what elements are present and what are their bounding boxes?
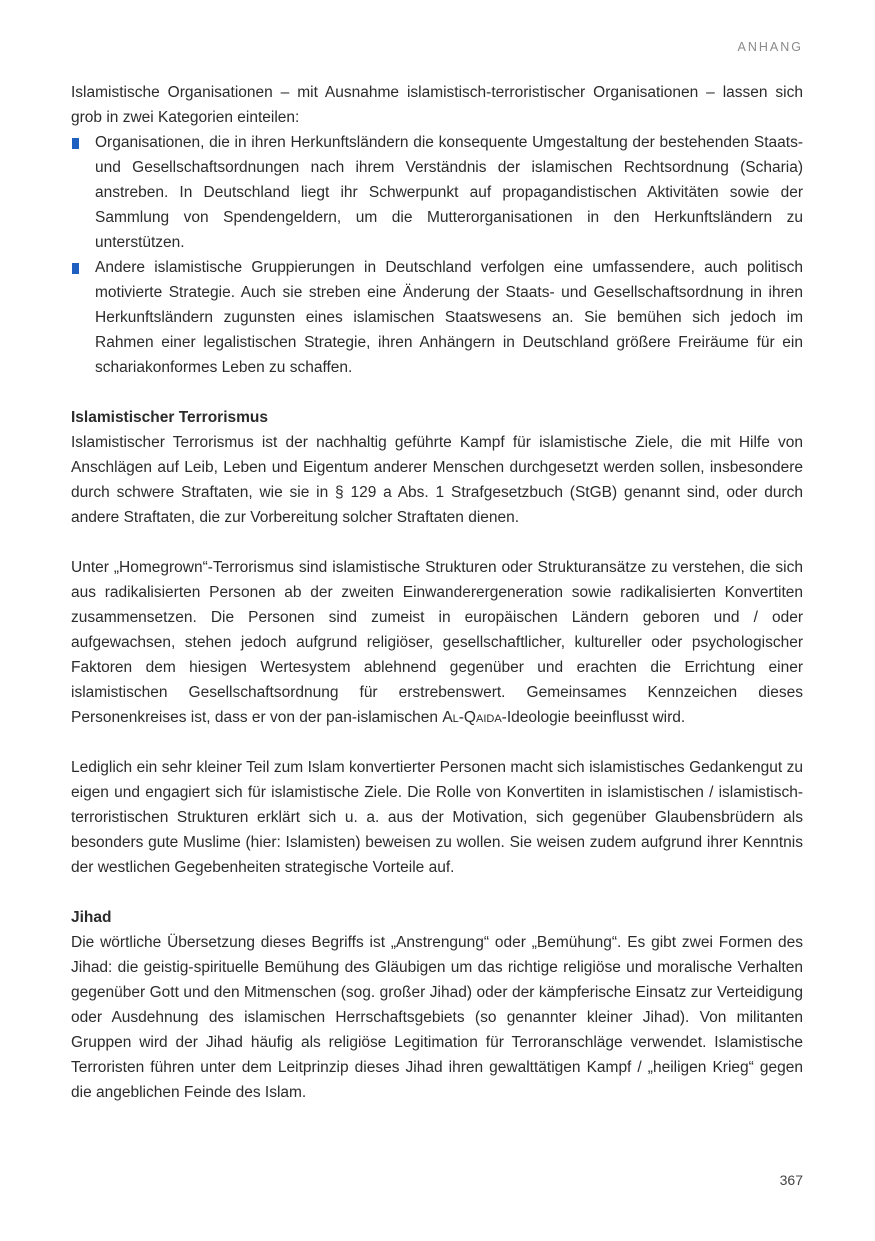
list-item-text: Organisationen, die in ihren Herkunftsländern die konsequente Umgestaltung der bestehenden Staats- und Gesellschaftsordnungen nach ihrem Verständnis der islamischen Rechtsordnung (Scharia) anstreben. In Deutschland liegt ihr Schwerpunkt auf propagandistischen Aktivitäten sowie der Sammlung von Spendengeldern, um die Mutterorganisationen in den Herkunftsländern zu unterstützen. bbox=[95, 134, 803, 251]
section-heading-jihad: Jihad bbox=[71, 909, 112, 926]
list-item-text: Andere islamistische Gruppierungen in Deutschland verfolgen eine umfassendere, auch politisch motivierte Strategie. Auch sie streben eine Änderung der Staats- und Gesellschaftsordnung in ihren Herkunftsländern zugunsten eines islamischen Staatswesens an. Sie bemühen sich jedoch im Rahmen einer legalistischen Strategie, ihren Anhängern in Deutschland größere Freiräume für ein schariakonformes Leben zu schaffen. bbox=[95, 259, 803, 376]
intro-paragraph: Islamistische Organisationen – mit Ausnahme islamistisch-terroristischer Organisationen – lassen sich grob in zwei Kategorien einteilen: bbox=[71, 84, 803, 126]
list-item bbox=[71, 130, 803, 255]
konvertiten-paragraph: Lediglich ein sehr kleiner Teil zum Islam konvertierter Personen macht sich islamistisches Gedankengut zu eigen und engagiert sich für islamistische Ziele. Die Rolle von Konvertiten in islamistischen / islamistisch-terroristischen Strukturen erklärt sich u. a. aus der Motivation, sich gegenüber Glaubensbrüdern als besonders gute Muslime (hier: Islamisten) beweisen zu wollen. Sie weisen zudem aufgrund ihrer Kenntnis der westlichen Gegebenheiten strategische Vorteile auf. bbox=[71, 759, 803, 876]
terrorismus-paragraph-1: Islamistischer Terrorismus ist der nachhaltig geführte Kampf für islamistische Ziele, die mit Hilfe von Anschlägen auf Leib, Leben und Eigentum anderer Menschen durchgesetzt werden sollen, insbesondere durch schwere Straftaten, wie sie in § 129 a Abs. 1 Strafgesetzbuch (StGB) genannt sind, oder durch andere Straftaten, die zur Vorbereitung solcher Straftaten dienen. bbox=[71, 434, 803, 526]
homegrown-paragraph bbox=[71, 555, 803, 730]
square-bullet-icon bbox=[72, 138, 79, 149]
page-content bbox=[71, 80, 803, 1105]
running-header: ANHANG bbox=[737, 40, 803, 54]
homegrown-text-end: -Ideologie beeinflusst wird. bbox=[501, 709, 686, 726]
al-qaida-name: Al-Qaida bbox=[442, 709, 502, 726]
section-heading-terrorismus: Islamistischer Terrorismus bbox=[71, 409, 268, 426]
page-number: 367 bbox=[779, 1172, 803, 1188]
list-item bbox=[71, 255, 803, 380]
category-list bbox=[71, 130, 803, 380]
square-bullet-icon bbox=[72, 263, 79, 274]
homegrown-text: Unter „Homegrown“-Terrorismus sind islamistische Strukturen oder Strukturansätze zu verstehen, die sich aus radikalisierten Personen ab der zweiten Einwanderergeneration sowie radikalisierten Konvertiten zusammensetzen. Die Personen sind zumeist in europäischen Ländern geboren und / oder aufgewachsen, stehen jedoch aufgrund religiöser, gesellschaftlicher, kultureller oder psychologischer Faktoren dem hiesigen Wertesystem ablehnend gegenüber und erachten die Errichtung einer islamistischen Gesellschaftsordnung für erstrebenswert. Gemeinsames Kennzeichen dieses Personenkreises ist, dass er von der pan-islamischen bbox=[71, 559, 803, 726]
jihad-paragraph: Die wörtliche Übersetzung dieses Begriffs ist „Anstrengung“ oder „Bemühung“. Es gibt zwei Formen des Jihad: die geistig-spirituelle Bemühung des Gläubigen um das richtige religiöse und moralische Verhalten gegenüber Gott und den Mitmenschen (sog. großer Jihad) oder der kämpferische Einsatz zur Verteidigung oder Ausdehnung des islamischen Herrschaftsgebiets (so genannter kleiner Jihad). Von militanten Gruppen wird der Jihad häufig als religiöse Legitimation für Terroranschläge verwendet. Islamistische Terroristen führen unter dem Leitprinzip dieses Jihad ihren gewalttätigen Kampf / „heiligen Krieg“ gegen die angeblichen Feinde des Islam. bbox=[71, 934, 803, 1101]
